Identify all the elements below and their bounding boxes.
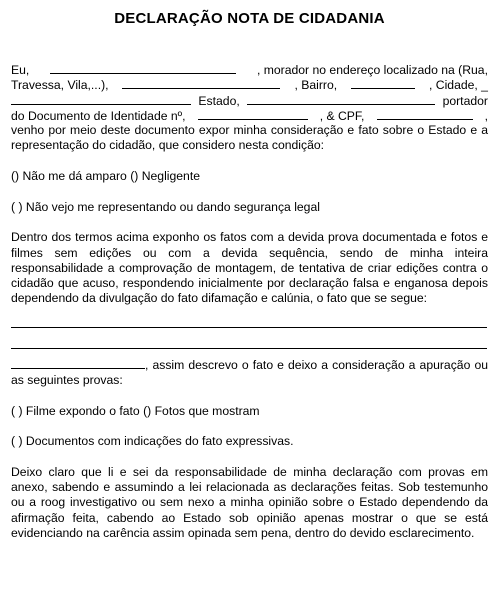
- document-title: DECLARAÇÃO NOTA DE CIDADANIA: [114, 10, 385, 27]
- fact-description-line[interactable]: [11, 336, 487, 349]
- intro-line-2: [11, 77, 488, 92]
- evidence-text: , assim descrevo o fato e deixo a consideração a apuração ou as seguintes provas:: [11, 357, 488, 388]
- id-number-blank[interactable]: [198, 108, 308, 120]
- cpf-blank[interactable]: [377, 108, 473, 120]
- neighborhood-blank[interactable]: [351, 77, 415, 89]
- state-blank[interactable]: [247, 93, 435, 105]
- evidence-paragraph: [11, 357, 488, 389]
- intro-line-4: [11, 108, 488, 123]
- intro-text: Estado,: [198, 93, 240, 108]
- intro-text: , Bairro,: [294, 78, 338, 93]
- closing-paragraph: Deixo claro que li e sei da responsabilidade de minha declaração com provas em anexo, sabendo e assumindo a lei relacionada as declarações feitas. Sob testemunho ou a roog investigativo ou sem nexo a minha opinião sobre o Estado dependendo da afirmação feita, cabendo ao Estado sob opinião apenas mostrar o que se está evidenciando na carência assim opinada sem pena, dentro do devido esclarecimento.: [11, 464, 488, 541]
- name-blank[interactable]: [50, 62, 236, 74]
- option-line[interactable]: ( ) Não vejo me representando ou dando segurança legal: [11, 199, 320, 214]
- intro-line-1: [11, 62, 488, 77]
- intro-text: , Cidade, _: [429, 78, 488, 93]
- option-line[interactable]: ( ) Documentos com indicações do fato expressivas.: [11, 434, 294, 449]
- intro-text: portador: [442, 93, 488, 108]
- intro-paragraph: [11, 62, 488, 154]
- option-line[interactable]: ( ) Filme expondo o fato () Fotos que mostram: [11, 403, 260, 418]
- facts-paragraph: Dentro dos termos acima exponho os fatos com a devida prova documentada e fotos e filmes sem edições ou com a devida sequência, sendo de minha inteira responsabilidade a comprovação de montagem, de tentativa de criar edições contra o cidadão que acuso, respondendo inicialmente por declaração falsa e enganosa depois dependendo da divulgação do fato difamação e calúnia, o fato que se segue:: [11, 230, 488, 306]
- fact-description-line[interactable]: [11, 315, 487, 328]
- intro-text: Travessa, Vila,...),: [11, 78, 109, 93]
- intro-text: , & CPF,: [319, 108, 365, 123]
- option-line[interactable]: () Não me dá amparo () Negligente: [11, 169, 200, 184]
- city-blank[interactable]: [11, 93, 191, 105]
- street-blank[interactable]: [122, 77, 280, 89]
- intro-text: , morador no endereço localizado na (Rua,: [256, 63, 488, 77]
- intro-text: ,: [484, 108, 488, 123]
- fact-description-line[interactable]: [11, 357, 145, 369]
- intro-text: Eu,: [11, 63, 30, 77]
- intro-line-3: [11, 93, 488, 108]
- intro-rest-text: venho por meio deste documento expor minha consideração e fato sobre o Estado e a representação do cidadão, que considero nesta condição:: [11, 123, 488, 153]
- intro-text: do Documento de Identidade nº,: [11, 108, 186, 123]
